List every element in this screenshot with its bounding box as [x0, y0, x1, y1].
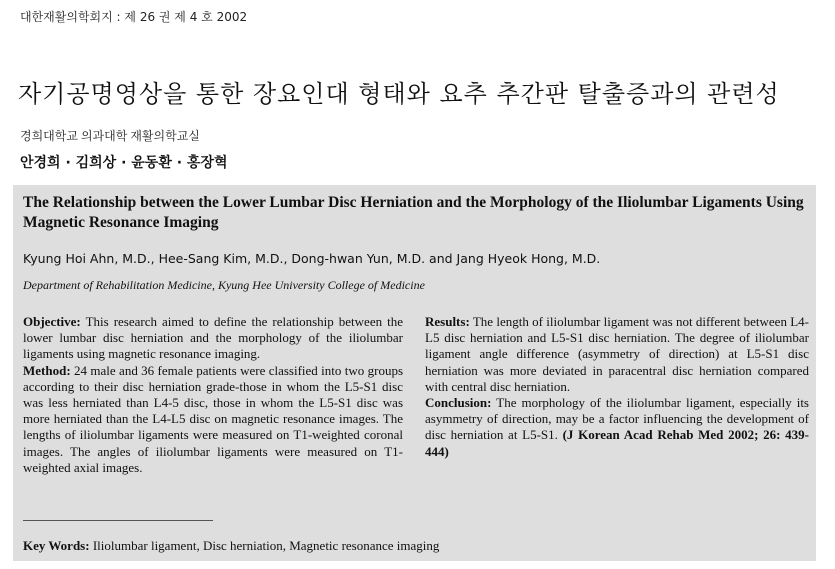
korean-title: 자기공명영상을 통한 장요인대 형태와 요추 추간판 탈출증과의 관련성: [18, 80, 780, 108]
results-paragraph: [425, 314, 809, 395]
results-label: Results:: [425, 314, 470, 329]
footnote-divider: [23, 520, 213, 521]
citation: (J Korean Acad Rehab Med 2002; 26: 439-444): [425, 427, 809, 459]
korean-affiliation: 경희대학교 의과대학 재활의학교실: [20, 129, 200, 143]
method-text: 24 male and 36 female patients were classified into two groups according to their disc herniation grade-those in whom the L5-S1 disc was less herniated than L4-5 disc, those in whom the L5-S1 disc was more herniated than the L4-L5 disc on magnetic resonance images. The lengths of iliolumbar ligaments were measured on T1-weighted coronal images. The angles of iliolumbar ligaments were measured on T1-weighted axial images.: [23, 362, 404, 475]
conclusion-text: The morphology of the iliolumbar ligament, especially its asymmetry of direction, may be a factor influencing the development of disc herniation at L5-S1.: [425, 395, 809, 443]
conclusion-label: Conclusion:: [425, 395, 492, 411]
journal-header: 대한재활의학회지 : 제 26 권 제 4 호 2002: [20, 10, 248, 24]
conclusion-paragraph: [425, 395, 809, 460]
english-title: The Relationship between the Lower Lumbar Disc Herniation and the Morphology of the Iliolumbar Ligaments Using Magnetic Resonance Imaging: [23, 194, 804, 231]
results-text: The length of iliolumbar ligament was not different between L4-L5 disc herniation and L5-S1 disc herniation. The degree of iliolumbar ligament angle difference (asymmetry of direction) at L5-S1 disc herniation was more deviated in paracentral disc herniation compared with central disc herniation.: [425, 314, 810, 394]
method-paragraph: [23, 363, 403, 476]
keywords: [23, 538, 439, 554]
objective-text: This research aimed to define the relationship between the lower lumbar disc herniation and the morphology of the iliolumbar ligaments using magnetic resonance imaging.: [23, 314, 403, 362]
method-label: Method:: [23, 362, 71, 378]
english-abstract-box: [13, 185, 816, 561]
english-authors: Kyung Hoi Ahn, M.D., Hee-Sang Kim, M.D., Dong-hwan Yun, M.D. and Jang Hyeok Hong, M.D.: [23, 251, 601, 266]
english-affiliation: Department of Rehabilitation Medicine, Kyung Hee University College of Medicine: [23, 278, 425, 292]
keywords-text: Iliolumbar ligament, Disc herniation, Magnetic resonance imaging: [92, 538, 440, 553]
abstract-right-column: [425, 314, 809, 460]
korean-authors: 안경희 · 김희상 · 윤동환 · 홍장혁: [20, 155, 228, 171]
keywords-label: Key Words:: [23, 538, 90, 553]
objective-paragraph: [23, 314, 403, 363]
abstract-left-column: [23, 314, 403, 476]
objective-label: Objective:: [23, 314, 81, 329]
